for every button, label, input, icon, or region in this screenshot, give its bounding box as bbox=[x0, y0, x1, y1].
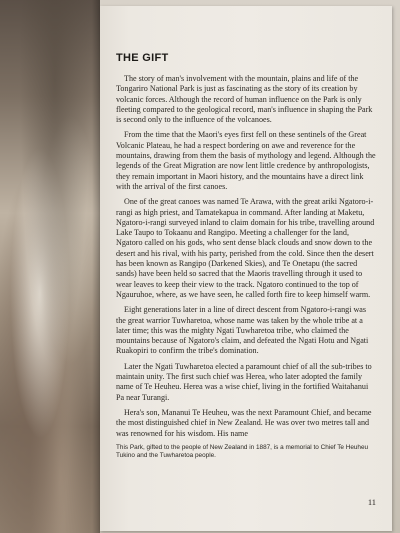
paragraph: One of the great canoes was named Te Arawa, with the great ariki Ngatoro-i-rangi as high priest, and Tamatekapua in command. After landing at Maketu, Ngatoro-i-rangi surveyed inland to claim domain for his tribe, travelling around Lake Taupo to Tokaanu and Rangipo. Meeting a challenger for the land, Ngatoro called on his gods, who sent dense black clouds and snow down to the desert and his rival, with his party, perished from the cold. Since then the desert has been known as Rangipo (Darkened Skies), and Te Onetapu (the sacred sands) have been held so sacred that the Maoris travelling through it used to wear leaves to keep their view to the track. Ngatoro continued to the top of Ngauruhoe, where, as we have seen, he called forth fire to keep himself warm. bbox=[116, 197, 375, 299]
mountain-photo bbox=[0, 0, 100, 533]
paragraph: From the time that the Maori's eyes first fell on these sentinels of the Great Volcanic Plateau, he had a respect bordering on awe and reverence for the mountains, drawing from them the basis of mythology and legend. Although the legends of the Great Migration are now lent little credence by anthropologists, they remain important in Maori history, and the mountains have a direct link with the arrival of the first canoes. bbox=[116, 130, 376, 191]
photo-caption: This Park, gifted to the people of New Zealand in 1887, is a memorial to Chief Te Heuheu Tukino and the Tuwharetoa people. bbox=[116, 443, 369, 460]
page-number: 11 bbox=[367, 497, 376, 507]
paragraph: Eight generations later in a line of direct descent from Ngatoro-i-rangi was the great warrior Tuwharetoa, whose name was taken by the whole tribe at a later time; this was the mighty Ngati Tuwharetoa tribe, who claimed the mountains because of Ngatoro's claim, and defeated the Ngati Hotu and Ngati Ruakopiri to confirm the tribe's domination. bbox=[116, 305, 369, 356]
section-title: THE GIFT bbox=[116, 52, 169, 64]
document-page bbox=[100, 6, 392, 531]
paragraph: Hera's son, Mananui Te Heuheu, was the next Paramount Chief, and became the most distinguished chief in New Zealand. He was over two metres tall and was renowned for his wisdom. His name bbox=[116, 407, 372, 438]
paragraph: Later the Ngati Tuwharetoa elected a paramount chief of all the sub-tribes to maintain unity. The first such chief was Herea, who later adopted the family name of Te Heuheu. Herea was a wise chief, living in the fortified Waitahanui Pa near Turangi. bbox=[116, 361, 372, 402]
paragraph: The story of man's involvement with the mountain, plains and life of the Tongariro National Park is just as fascinating as the story of its creation by volcanic forces. Although the record of human influence on the Park is only fleeting compared to the geological record, man's influence in shaping the Park is second only to the influence of the volcanoes. bbox=[116, 74, 373, 125]
